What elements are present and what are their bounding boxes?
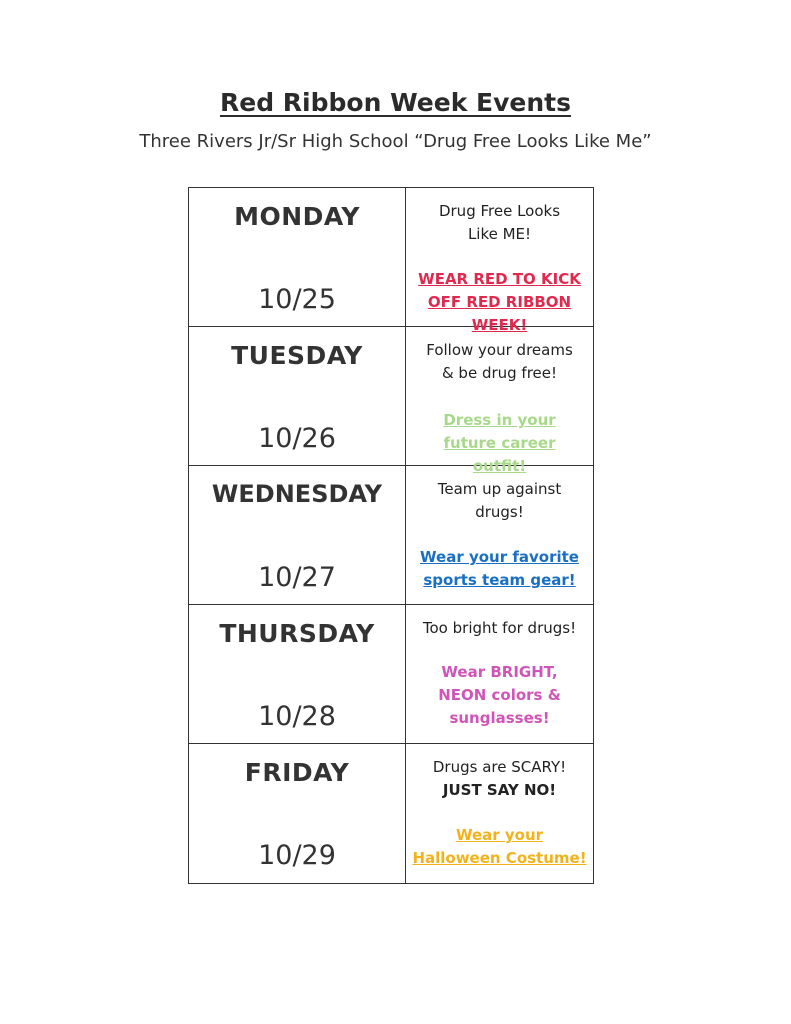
dress-up-instruction: Wear your Halloween Costume! <box>412 826 587 867</box>
schedule-table <box>188 187 594 884</box>
schedule-row-monday <box>189 188 593 334</box>
event-cell <box>406 605 593 743</box>
day-cell <box>189 188 406 326</box>
day-cell <box>189 744 406 883</box>
schedule-row-thursday <box>189 605 593 744</box>
dress-up-instruction: WEAR RED TO KICK OFF RED RIBBON WEEK! <box>418 270 581 334</box>
schedule-row-tuesday <box>189 327 593 475</box>
day-cell <box>189 327 406 465</box>
day-date: 10/28 <box>258 701 336 732</box>
day-name: WEDNESDAY <box>211 480 383 508</box>
dress-up-instruction: Wear your favorite sports team gear! <box>420 548 579 589</box>
day-name: FRIDAY <box>244 758 350 787</box>
page-subtitle: Three Rivers Jr/Sr High School “Drug Free Looks Like Me” <box>139 131 652 152</box>
day-date: 10/25 <box>258 284 336 315</box>
event-theme: Team up against drugs! <box>437 480 562 521</box>
event-theme-emphasis: JUST SAY NO! <box>442 781 557 799</box>
event-cell <box>406 466 593 604</box>
schedule-row-friday <box>189 744 593 883</box>
event-theme: Too bright for drugs! <box>422 619 577 637</box>
schedule-row-wednesday <box>189 466 593 605</box>
day-date: 10/29 <box>258 840 336 871</box>
day-cell <box>189 466 406 604</box>
day-name: THURSDAY <box>219 619 375 648</box>
page-title: Red Ribbon Week Events <box>220 88 571 117</box>
event-theme <box>410 756 589 802</box>
day-cell <box>189 605 406 743</box>
event-theme: Follow your dreams & be drug free! <box>426 341 573 382</box>
day-date: 10/27 <box>258 562 336 593</box>
day-date: 10/26 <box>258 423 336 454</box>
day-name: MONDAY <box>234 202 360 231</box>
dress-up-instruction: Dress in your future career outfit! <box>443 411 556 475</box>
event-cell <box>406 744 593 883</box>
dress-up-instruction: Wear BRIGHT, NEON colors & sunglasses! <box>438 663 561 727</box>
event-cell <box>406 327 593 475</box>
event-theme: Drug Free Looks Like ME! <box>438 202 561 243</box>
event-cell <box>406 188 593 334</box>
day-name: TUESDAY <box>231 341 363 370</box>
event-theme-text: Drugs are SCARY! <box>432 758 567 776</box>
